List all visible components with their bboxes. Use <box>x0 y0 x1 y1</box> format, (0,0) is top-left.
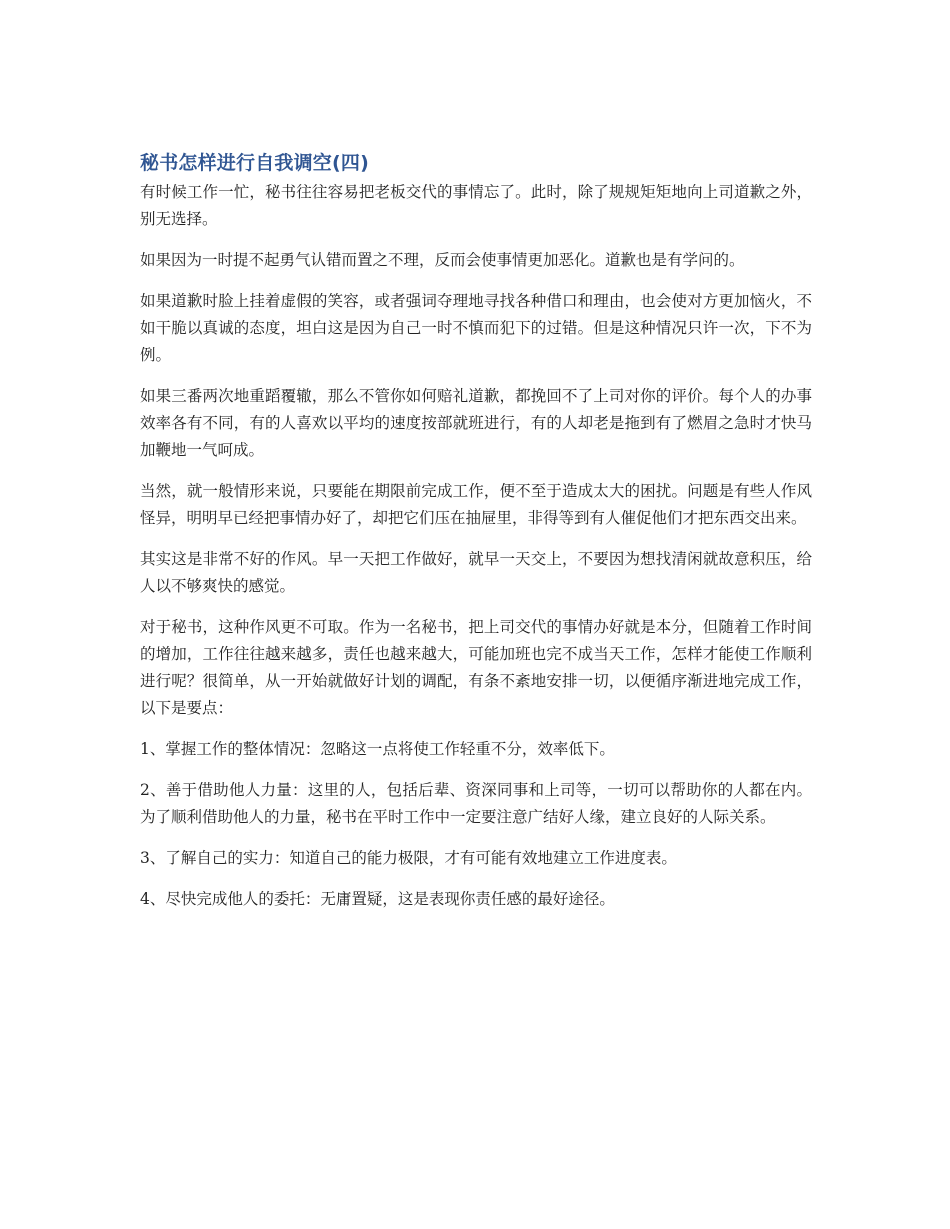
list-item-1: 1、掌握工作的整体情况：忽略这一点将使工作轻重不分，效率低下。 <box>140 740 615 758</box>
paragraph-5: 当然，就一般情形来说，只要能在期限前完成工作，便不至于造成太大的困扰。问题是有些人作风怪异，明明早已经把事情办好了，却把它们压在抽屉里，非得等到有人催促他们才把东西交出来。 <box>140 482 812 527</box>
list-item-2: 2、善于借助他人力量：这里的人，包括后辈、资深同事和上司等，一切可以帮助你的人都在内。为了顺利借助他人的力量，秘书在平时工作中一定要注意广结好人缘，建立良好的人际关系。 <box>140 781 812 826</box>
paragraph-3: 如果道歉时脸上挂着虚假的笑容，或者强词夺理地寻找各种借口和理由，也会使对方更加恼火，不如干脆以真诚的态度，坦白这是因为自己一时不慎而犯下的过错。但是这种情况只许一次，下不为例。 <box>140 292 812 364</box>
document-page <box>140 150 812 927</box>
paragraph-4: 如果三番两次地重蹈覆辙，那么不管你如何赔礼道歉，都挽回不了上司对你的评价。每个人的办事效率各有不同，有的人喜欢以平均的速度按部就班进行，有的人却老是拖到有了燃眉之急时才快马加鞭地一气呵成。 <box>140 387 812 459</box>
paragraph-6: 其实这是非常不好的作风。早一天把工作做好，就早一天交上，不要因为想找清闲就故意积压，给人以不够爽快的感觉。 <box>140 550 812 595</box>
list-item-3: 3、了解自己的实力：知道自己的能力极限，才有可能有效地建立工作进度表。 <box>140 849 677 867</box>
paragraph-7: 对于秘书，这种作风更不可取。作为一名秘书，把上司交代的事情办好就是本分，但随着工作时间的增加，工作往往越来越多，责任也越来越大，可能加班也完不成当天工作，怎样才能使工作顺利进行呢？很简单，从一开始就做好计划的调配，有条不紊地安排一切，以便循序渐进地完成工作，以下是要点： <box>140 618 812 717</box>
paragraph-1: 有时候工作一忙，秘书往往容易把老板交代的事情忘了。此时，除了规规矩矩地向上司道歉之外，别无选择。 <box>140 183 812 228</box>
document-title: 秘书怎样进行自我调空(四) <box>140 152 369 174</box>
list-item-4: 4、尽快完成他人的委托：无庸置疑，这是表现你责任感的最好途径。 <box>140 890 615 908</box>
paragraph-2: 如果因为一时提不起勇气认错而置之不理，反而会使事情更加恶化。道歉也是有学问的。 <box>140 251 745 269</box>
